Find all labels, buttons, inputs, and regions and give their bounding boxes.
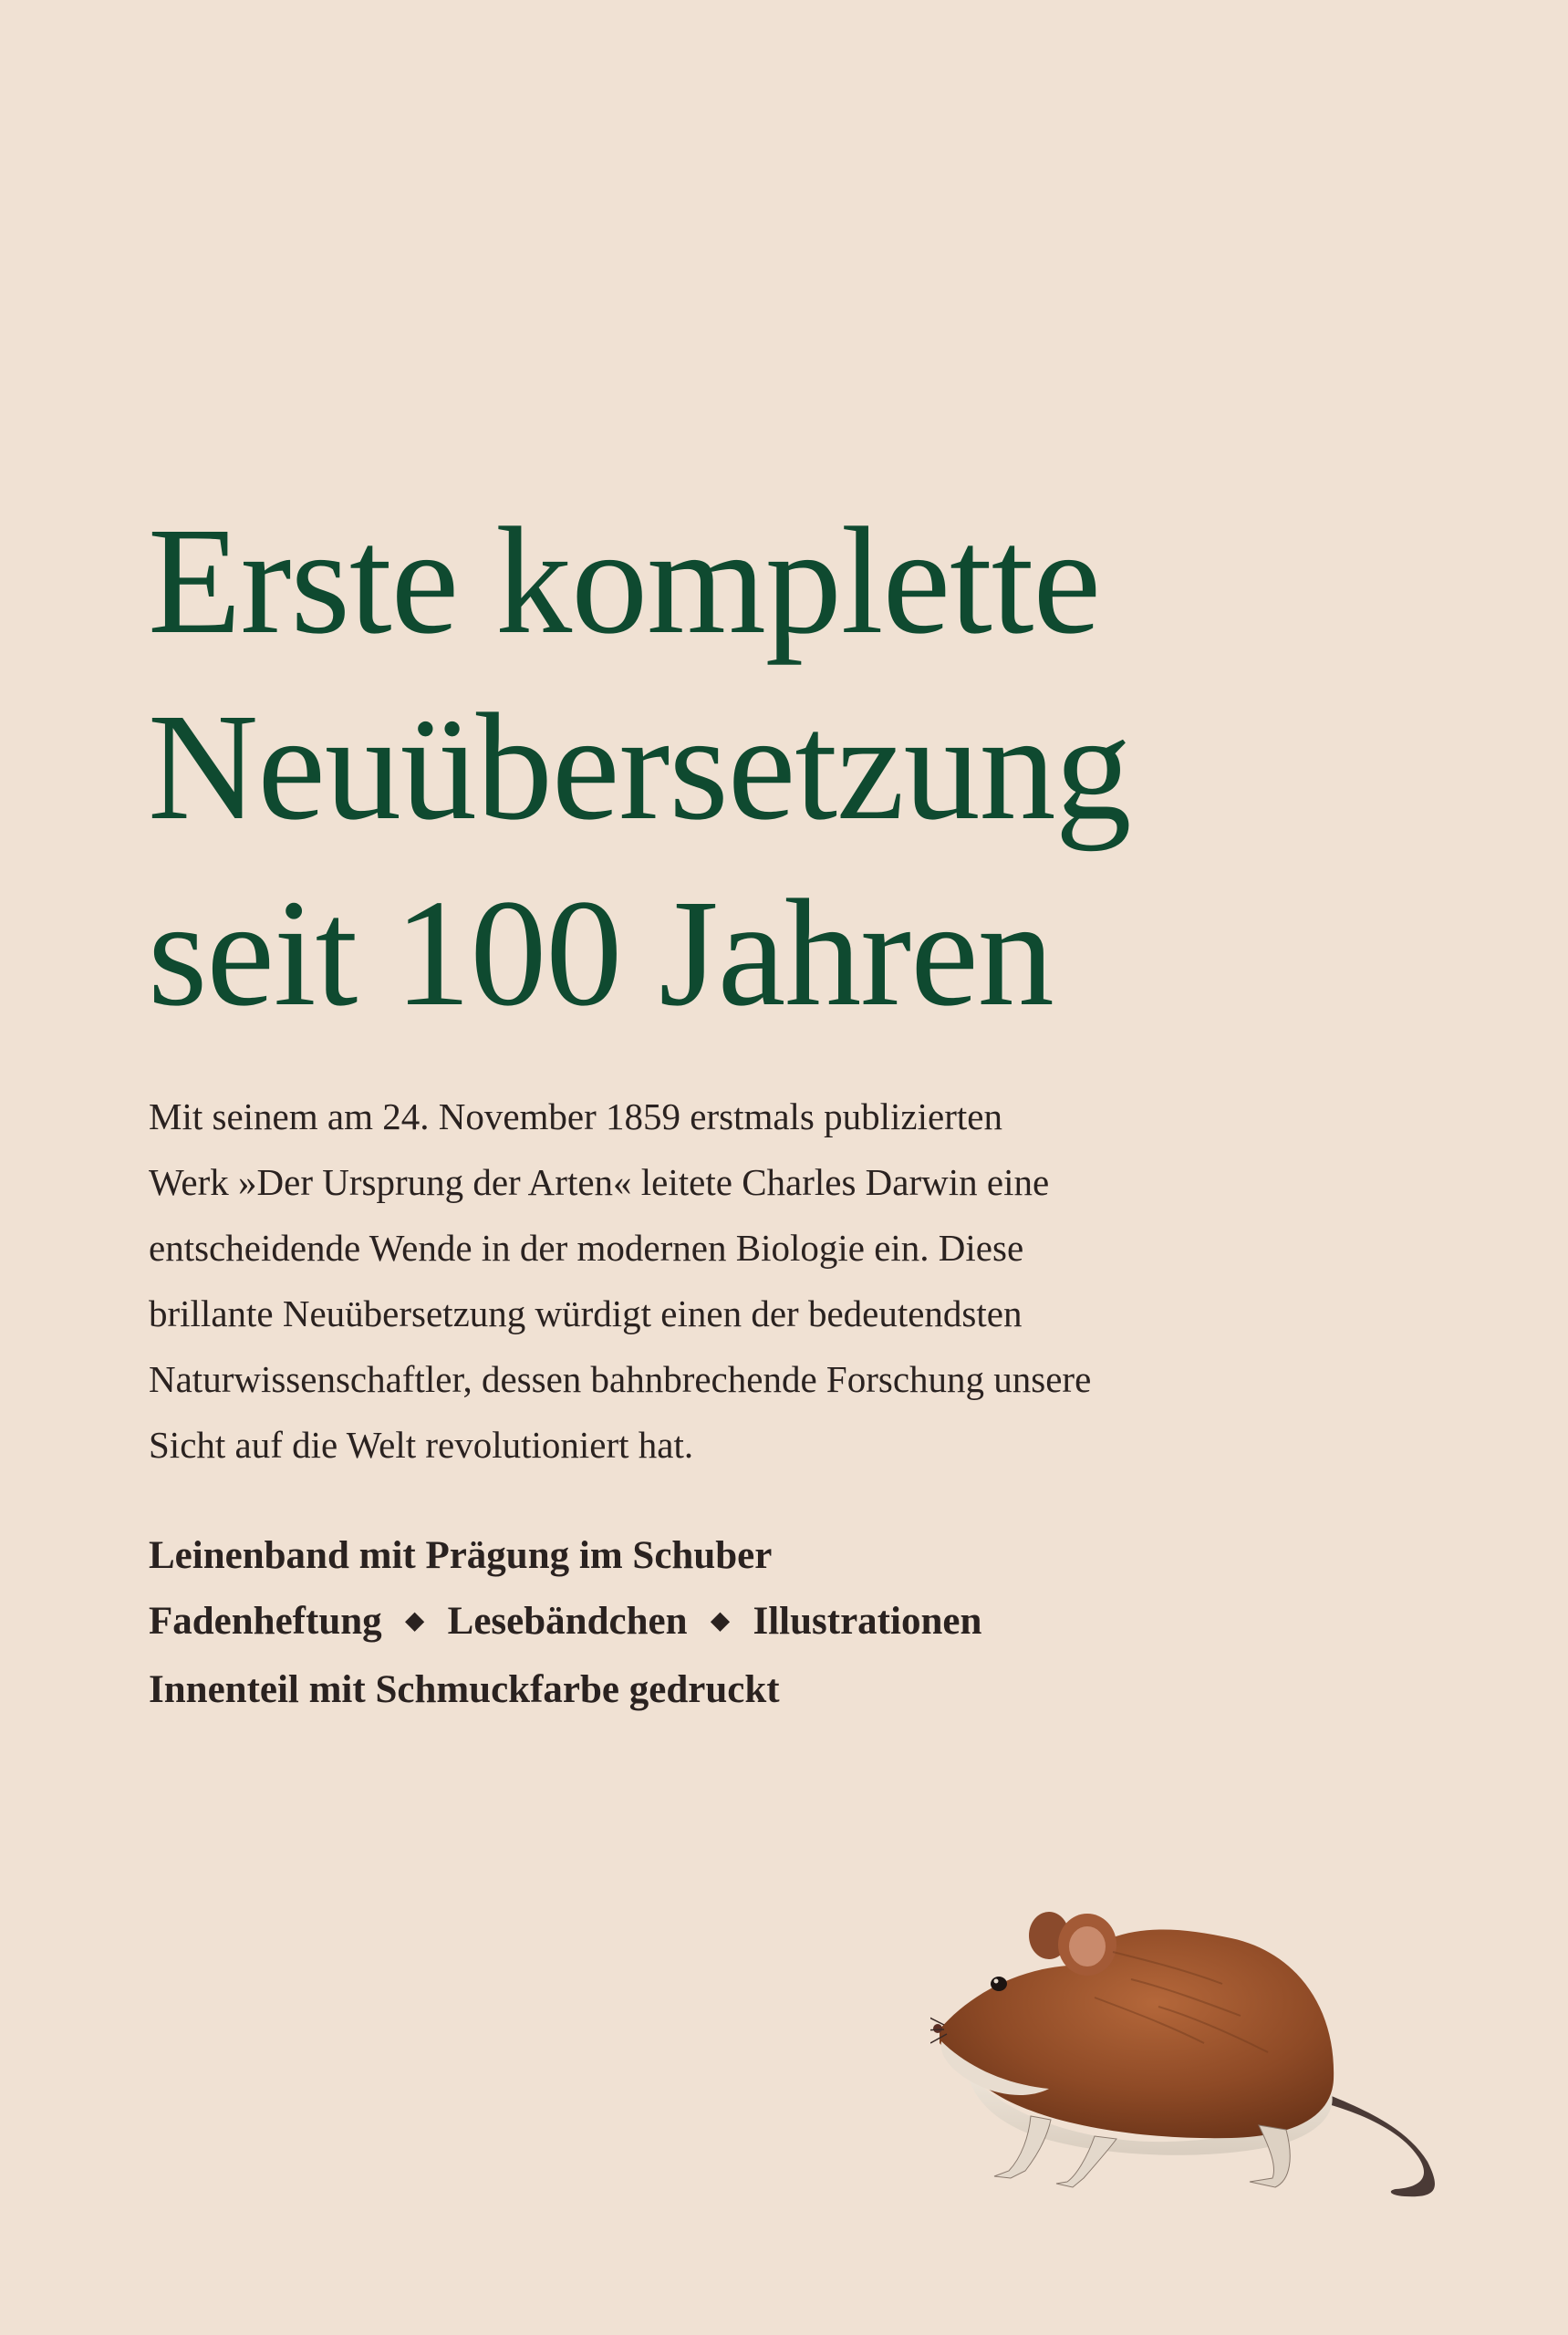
blurb-line: Naturwissenschaftler, dessen bahnbrechende Forschung unsere (149, 1358, 1092, 1400)
blurb-line: Sicht auf die Welt revolutioniert hat. (149, 1424, 694, 1466)
feature-thread-sewing: Fadenheftung (149, 1600, 382, 1643)
blurb-line: Mit seinem am 24. November 1859 erstmals publizierten (149, 1095, 1002, 1137)
blurb-line: brillante Neuübersetzung würdigt einen der bedeutendsten (149, 1292, 1023, 1334)
headline-line-1: Erste komplette (148, 496, 1101, 666)
feature-illustrations: Illustrationen (753, 1600, 982, 1643)
feature-ribbon: Lesebändchen (447, 1600, 688, 1643)
feature-binding: Leinenband mit Prägung im Schuber (149, 1534, 773, 1577)
diamond-separator-icon: ◆ (711, 1607, 730, 1634)
headline-line-2: Neuübersetzung (148, 682, 1131, 852)
diamond-separator-icon: ◆ (405, 1607, 424, 1634)
mouse-illustration-icon (930, 1897, 1496, 2207)
blurb-line: entscheidende Wende in der modernen Biologie ein. Diese (149, 1227, 1024, 1269)
feature-print: Innenteil mit Schmuckfarbe gedruckt (149, 1668, 780, 1712)
blurb-paragraph (149, 1084, 1271, 1478)
headline-line-3: seit 100 Jahren (148, 868, 1054, 1038)
headline (148, 488, 1334, 1046)
feature-list (149, 1523, 1243, 1723)
blurb-line: Werk »Der Ursprung der Arten« leitete Charles Darwin eine (149, 1161, 1050, 1203)
feature-row-2 (149, 1589, 1243, 1657)
